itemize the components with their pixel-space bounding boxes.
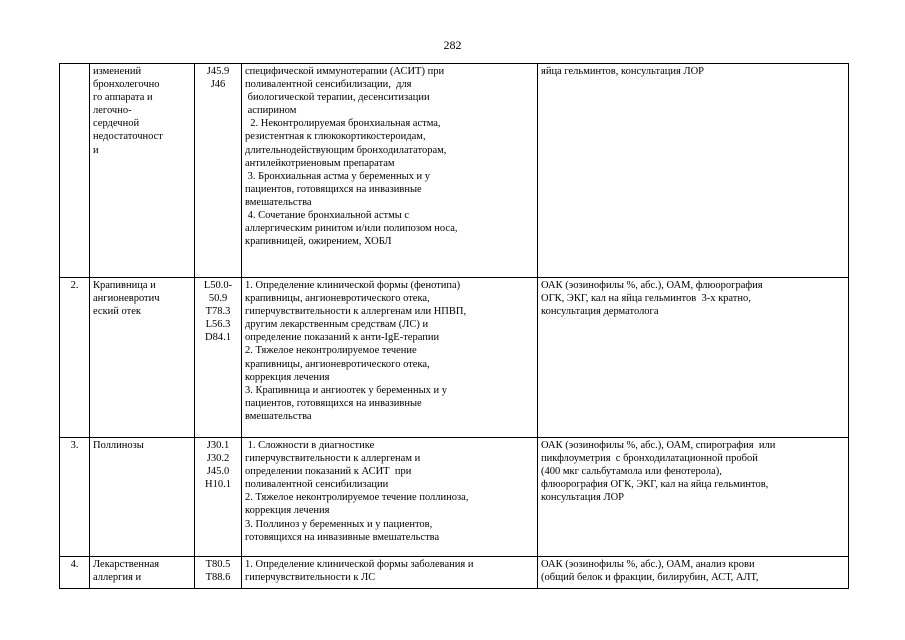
indication-line: 4. Сочетание бронхиальной астмы с: [245, 210, 410, 222]
indication-line: определении показаний к АСИТ при: [245, 466, 412, 478]
indication-line: определение показаний к анти-IgE-терапии: [245, 332, 440, 344]
indication-line: аспирином: [245, 105, 297, 117]
icd-code: D84.1: [205, 332, 231, 344]
icd-code-cell: [195, 278, 242, 438]
row-number: 2.: [70, 280, 79, 291]
exam-line: (400 мкг сальбутамола или фенотерола),: [541, 466, 722, 478]
exam-line: консультация дерматолога: [541, 306, 659, 318]
row-number-cell: [60, 64, 90, 278]
indication-line: 1. Определение клинической формы заболевания и: [245, 559, 474, 570]
required-exams-cell: [538, 438, 849, 557]
icd-code: J46: [210, 79, 226, 91]
indication-line: 2. Тяжелое неконтролируемое течение: [245, 345, 417, 357]
icd-code: T88.6: [205, 572, 231, 584]
referral-indications-cell: [242, 64, 538, 278]
icd-code: L56.3: [205, 319, 231, 331]
disease-name-line: недостаточност: [93, 131, 163, 143]
exam-line: ОГК, ЭКГ, кал на яйца гельминтов 3-х кратно,: [541, 293, 751, 305]
indication-line: резистентная к глюкокортикостероидам,: [245, 131, 426, 143]
indication-line: 3. Поллиноз у беременных и у пациентов,: [245, 518, 433, 530]
indication-line: коррекция лечения: [245, 371, 330, 383]
icd-code: T80.5: [205, 559, 231, 570]
icd-code: J45.0: [206, 466, 230, 478]
icd-code-cell: [195, 557, 242, 589]
table-row: [60, 64, 849, 278]
indication-line: коррекция лечения: [245, 505, 330, 517]
indication-line: поливалентной сенсибилизации: [245, 479, 389, 491]
row-number: 4.: [70, 559, 79, 570]
disease-name-line: сердечной: [93, 118, 140, 130]
exam-line: (общий белок и фракции, билирубин, АСТ, АЛТ,: [541, 572, 759, 584]
disease-name-cell: [90, 278, 195, 438]
indication-line: антилейкотриеновым препаратам: [245, 157, 395, 169]
indication-line: 1. Сложности в диагностике: [245, 440, 375, 451]
indication-line: специфической иммунотерапии (АСИТ) при: [245, 66, 445, 77]
referral-criteria-table: [59, 63, 849, 589]
disease-name-line: Крапивница и: [93, 280, 156, 291]
row-number-cell: [60, 438, 90, 557]
indication-line: крапивницы, ангионевротического отека,: [245, 358, 430, 370]
row-number-cell: [60, 557, 90, 589]
disease-name-line: Лекарственная: [93, 559, 160, 570]
indication-line: гиперчувствительности к ЛС: [245, 572, 376, 584]
icd-code-cell: [195, 438, 242, 557]
disease-name-cell: [90, 64, 195, 278]
indication-line: длительнодействующим бронходилататорам,: [245, 144, 447, 156]
exam-line: флюорография ОГК, ЭКГ, кал на яйца гельминтов,: [541, 479, 769, 491]
disease-name-cell: [90, 557, 195, 589]
disease-name-line: легочно-: [93, 105, 132, 117]
disease-name-line: еский отек: [93, 306, 142, 318]
icd-code: J30.2: [206, 453, 230, 465]
icd-code: L50.0-: [203, 280, 233, 291]
table-row: [60, 278, 849, 438]
referral-indications-cell: [242, 557, 538, 589]
exam-line: консультация ЛОР: [541, 492, 624, 504]
exam-line: пикфлоуметрия с бронходилатационной пробой: [541, 453, 758, 465]
indication-line: поливалентной сенсибилизации, для: [245, 79, 412, 91]
indication-line: гиперчувствительности к аллергенам или НПВП,: [245, 306, 467, 318]
disease-name-line: го аппарата и: [93, 92, 153, 104]
disease-name-line: бронхолегочно: [93, 79, 160, 91]
referral-indications-cell: [242, 438, 538, 557]
exam-line: ОАК (эозинофилы %, абс.), ОАМ, флюорография: [541, 280, 763, 291]
disease-name-line: ангионевротич: [93, 293, 160, 305]
indication-line: вмешательства: [245, 196, 312, 208]
exam-line: ОАК (эозинофилы %, абс.), ОАМ, спирография или: [541, 440, 776, 451]
disease-name-cell: [90, 438, 195, 557]
disease-name-line: изменений: [93, 66, 142, 77]
table-row: [60, 557, 849, 589]
icd-code: J45.9: [206, 66, 230, 77]
indication-line: другим лекарственным средствам (ЛС) и: [245, 319, 429, 331]
indication-line: готовящихся на инвазивные вмешательства: [245, 531, 440, 543]
row-number-cell: [60, 278, 90, 438]
row-number: 3.: [70, 440, 79, 451]
icd-code: H10.1: [205, 479, 231, 491]
table-row: [60, 438, 849, 557]
icd-code: J30.1: [206, 440, 230, 451]
disease-name-line: аллергия и: [93, 572, 142, 584]
page-number: 282: [443, 38, 462, 52]
exam-line: яйца гельминтов, консультация ЛОР: [541, 66, 704, 77]
indication-line: пациентов, готовящихся на инвазивные: [245, 397, 422, 409]
icd-code-cell: [195, 64, 242, 278]
indication-line: пациентов, готовящихся на инвазивные: [245, 183, 422, 195]
indication-line: 2. Неконтролируемая бронхиальная астма,: [245, 118, 441, 130]
indication-line: биологической терапии, десенситизации: [245, 92, 430, 104]
referral-indications-cell: [242, 278, 538, 438]
indication-line: крапивницы, ангионевротического отека,: [245, 293, 430, 305]
icd-code: T78.3: [205, 306, 231, 318]
required-exams-cell: [538, 64, 849, 278]
exam-line: ОАК (эозинофилы %, абс.), ОАМ, анализ крови: [541, 559, 755, 570]
indication-line: вмешательства: [245, 410, 312, 422]
indication-line: аллергическим ринитом и/или полипозом носа,: [245, 223, 458, 235]
indication-line: крапивницей, ожирением, ХОБЛ: [245, 236, 392, 248]
disease-name-line: и: [93, 144, 99, 156]
disease-name-line: Поллинозы: [93, 440, 144, 451]
indication-line: 2. Тяжелое неконтролируемое течение поллиноза,: [245, 492, 469, 504]
indication-line: 3. Бронхиальная астма у беременных и у: [245, 170, 431, 182]
indication-line: гиперчувствительности к аллергенам и: [245, 453, 421, 465]
indication-line: 3. Крапивница и ангиоотек у беременных и у: [245, 384, 448, 396]
required-exams-cell: [538, 557, 849, 589]
icd-code: 50.9: [208, 293, 228, 305]
required-exams-cell: [538, 278, 849, 438]
indication-line: 1. Определение клинической формы (фенотипа): [245, 280, 461, 291]
